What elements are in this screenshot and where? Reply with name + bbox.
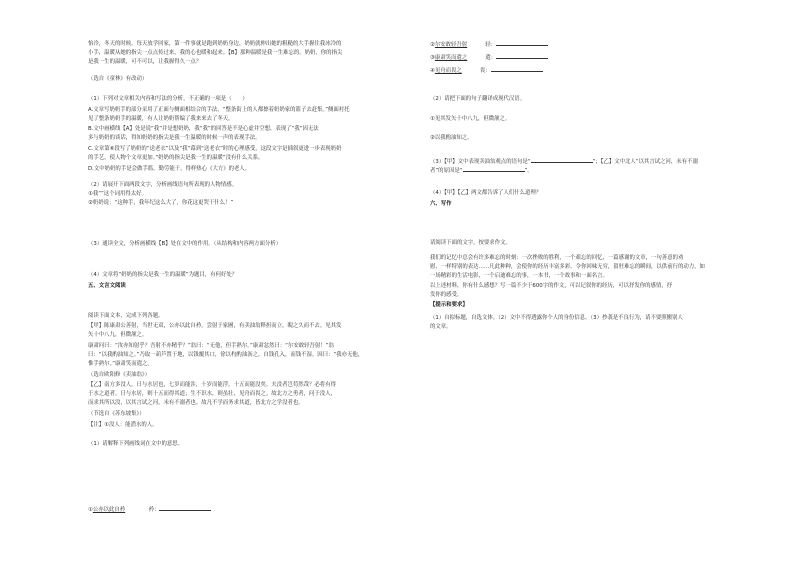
text-line: 五、文言文阅读 <box>88 283 126 289</box>
question-3-line2 <box>430 166 533 175</box>
vocab-num: ④ <box>430 68 435 74</box>
text-line: （2）请把下面的句子翻译成现代汉语。 <box>430 96 526 102</box>
text-line: 矢十中八九，但微颔之。 <box>88 332 148 338</box>
text-line: 而求其所以没，以其言试之河，未有不溺者也。故凡不学而务求其道，皆北方之学没者也。 <box>88 400 304 406</box>
text-line: 六、写作 <box>430 201 452 207</box>
vocab-label: 畏： <box>479 68 491 74</box>
text-line: 是我一生的温暖，可不可以，让我握得久一点？ <box>88 59 202 65</box>
text-line: ①见其发矢十中八九，但微颔之。 <box>430 116 511 122</box>
answer-blank[interactable] <box>531 157 593 163</box>
text-line: 请阅读下面的文字，按要求作文。 <box>430 240 511 246</box>
vocab-field <box>430 66 543 75</box>
q3-mid: ”；【乙】文中北人“以其言试之河，未有不溺 <box>592 159 698 165</box>
text-line: （1）自拟标题，自选文体。（2）文中不得透露你个人的身份信息。（3）抄袭是不良行为，请不要照搬别人 <box>430 315 683 321</box>
answer-blank[interactable] <box>496 53 548 59</box>
vocab-num: ③ <box>430 55 435 61</box>
text-line: 【提示和要求】 <box>430 302 468 308</box>
text-line: B.文中画横线【A】处是说“我”并是想奶奶，我“我”的回答是不是心虚并空想，表现了“我”因无法 <box>88 126 319 132</box>
vocab-num: ① <box>88 507 93 513</box>
vocab-label: 矜： <box>148 507 160 513</box>
text-line: A.文章写奶奶手的部分采用了正面与侧面相结合的手法，“整条街上的人都擦着奶奶家的篮子去赶集。”侧面衬托 <box>88 107 350 113</box>
text-line: ②奶奶说：“这种手，我年纪这么大了，你花这更哭干什么！” <box>88 200 234 206</box>
text-line: （4）【甲】【乙】两文都告诉了人们什么道理？ <box>430 190 542 196</box>
text-line: 的文章。 <box>430 324 452 330</box>
answer-blank[interactable] <box>496 40 548 46</box>
vocab-field <box>430 53 548 62</box>
q3-line2-suffix: ”。 <box>524 168 533 174</box>
answer-blank[interactable] <box>491 66 543 72</box>
text-line: 的手艺，使人物个文章更加。”奶奶的指尖是我一生的温暖”没有什么关系。 <box>88 155 264 161</box>
question-3 <box>430 157 698 166</box>
text-line: 曰：“以我酌油知之。”乃取一葫芦置于地，以钱覆其口，徐以杓酌油沥之，自钱孔入，而钱不湿。因曰：“我亦无他， <box>88 352 364 358</box>
vocab-phrase: 公亦以此自矜 <box>92 507 126 513</box>
text-line: 【乙】南方多没人，日与水居也，七岁而能涉，十岁而能浮，十五而能没矣。夫没者岂苟然哉？必将有得 <box>88 382 336 388</box>
text-line: 一场精彩的生活电影，一个启迪难忘的事，一本书，一个故事和一面名言。 <box>430 273 608 279</box>
text-line: （1）请解释下列画线词在文中的意思。 <box>88 441 184 447</box>
text-line: （3）通读全文，分析画横线【B】处在文中的作用。（从结构和内容两方面分析） <box>88 241 282 247</box>
text-line: ②以我酌油知之。 <box>430 135 473 141</box>
text-line: 多与奶奶的谈话，得知奶奶的指尖是我一生温暖的时候一声的表现手法。 <box>88 135 261 141</box>
text-line: （节选自《苏东坡集》） <box>88 411 145 417</box>
answer-blank[interactable] <box>463 166 525 172</box>
text-line: （2）请展开下面两段文字，分析画线语句所表现的人物情感。 <box>88 182 237 188</box>
text-line: （选自欧阳修《卖油翁》） <box>88 372 150 378</box>
text-line: 见了整条奶奶手的温暖，有人让奶奶帮编了我来来去了冬天。 <box>88 116 234 122</box>
vocab-label: 轻： <box>485 42 496 48</box>
vocab-phrase: 见舟而畏之 <box>434 68 462 74</box>
text-line: （1）下列对文章相关内容和写法的分析，不正确的一项是（ ） <box>88 96 248 102</box>
q3-prefix: （3）【甲】文中表现卖油翁观点的语句是“ <box>430 159 531 165</box>
vocab-num: ② <box>430 42 435 48</box>
answer-blank[interactable] <box>159 505 211 511</box>
text-line: （选自《童林》有改动） <box>88 76 148 82</box>
text-line: 阅读下面文本，完成下列各题。 <box>88 313 164 319</box>
text-line: ①我“”这个词用得太好。 <box>88 191 147 197</box>
text-line: 以上述材料，你有什么感想？写一篇不少于600字的作文，可以记叙你的经历，可以抒发你的感情，抒 <box>430 283 673 289</box>
text-line: 惟手熟尔。”康肃笑而遣之。 <box>88 361 153 367</box>
text-line: 慰，一样特别的表达……凡此种种，会使你的经历丰富多彩，令你回味无穷，留驻难忘的瞬间，以供前行的动力，如 <box>430 264 705 270</box>
vocab-phrase: 尔安敢轻吾射 <box>434 42 468 48</box>
text-line: 发你的感受。 <box>430 292 463 298</box>
q3-line2-prefix: 者”的原因是“ <box>430 168 463 174</box>
vocab-phrase: 康肃笑而遣之 <box>434 55 468 61</box>
vocab-label: 遣： <box>485 55 496 61</box>
text-line: 小手，温暖从她的指尖一点点传过来，我的心也暖和起来。【B】那种温暖是我一生难忘的。奶奶，你的指尖 <box>88 50 343 56</box>
text-line: D.文中奶奶的手是会做手篮。勤劳能干，得样热心《大方》的老人。 <box>88 166 251 172</box>
text-line: 【甲】陈康肃公善射，当世无双，公亦以此自矜。尝射于家圃，有卖油翁释担而立，睨之久而不去。见其发 <box>88 323 342 329</box>
text-line: 于水之道者。日与水居，则十五而得其道；生不识水，则虽壮，见舟而畏之。故北方之勇者，问于没人， <box>88 391 336 397</box>
text-line: 【注】①没人：能潜水的人。 <box>88 422 158 428</box>
text-line: 康肃问曰：“汝亦知射乎？吾射不亦精乎？”翁曰：“无他，但手熟尔。”康肃忿然曰：“尔安敢轻吾射！”翁 <box>88 343 334 349</box>
vocab-field <box>88 505 211 514</box>
text-line: 怡冷，冬天的时候。每天放学回家，第一件事就是跑到奶奶身边，奶奶就伸出她的粗糙的大手握住我冰冷的 <box>88 41 342 47</box>
text-line: （4）文章将“奶奶的指尖是我一生的温暖”为题目，有何好处？ <box>88 272 238 278</box>
vocab-field <box>430 40 548 49</box>
text-line: 我们的记忆中总会有许多难忘的时刻：一次挫败的胜利，一个艰忘的回忆，一篇感谢的文章，一句善意的劝 <box>430 255 684 261</box>
text-line: C.文章第⑥段写了奶奶的“送老衣”以及“我”幕到“送老衣”时的心理感受，这段文字是插叙更进一步表现奶奶 <box>88 146 342 152</box>
